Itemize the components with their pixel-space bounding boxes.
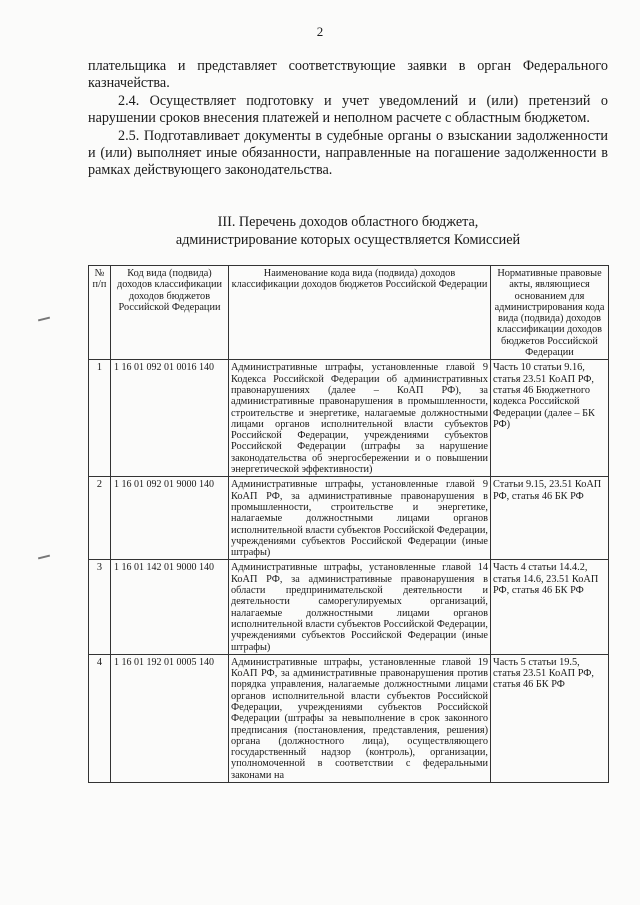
row-number: 1 (89, 360, 111, 477)
income-name: Административные штрафы, установленные главой 9 Кодекса Российской Федерации об административных правонарушениях (далее – КоАП РФ), за административные правонарушения в промышленности, строительстве и энергетике, налагаемые должностными лицами органов исполнительной власти субъектов Российской Федерации, учреждениями субъектов Российской Федерации (штрафы за нарушение законодательства об энергосбережении и о повышении энергетической эффективности) (229, 360, 491, 477)
legal-acts: Часть 4 статьи 14.4.2, статья 14.6, 23.51 КоАП РФ, статья 46 БК РФ (491, 560, 609, 654)
table-row (89, 560, 609, 654)
income-code: 1 16 01 092 01 9000 140 (111, 477, 229, 560)
paragraph-2-4: 2.4. Осуществляет подготовку и учет уведомлений и (или) претензий о нарушении сроков внесения платежей и неполном расчете с областным бюджетом. (88, 92, 608, 127)
income-code: 1 16 01 142 01 9000 140 (111, 560, 229, 654)
section-heading-line-2: администрирование которых осуществляется Комиссией (175, 232, 521, 248)
section-heading-line-1: III. Перечень доходов областного бюджета, (217, 214, 479, 230)
row-number: 2 (89, 477, 111, 560)
income-code: 1 16 01 092 01 0016 140 (111, 360, 229, 477)
income-code: 1 16 01 192 01 0005 140 (111, 654, 229, 782)
table-row (89, 477, 609, 560)
margin-mark (38, 317, 50, 322)
page-number: 2 (316, 24, 324, 39)
legal-acts: Часть 5 статьи 19.5, статья 23.51 КоАП РФ, статья 46 БК РФ (491, 654, 609, 782)
income-name: Административные штрафы, установленные главой 14 КоАП РФ, за административные правонарушения в области предпринимательской деятельности и деятельности саморегулируемых организаций, налагаемые должностными лицами органов исполнительной власти субъектов Российской Федерации, учреждениями субъектов Российской Федерации (иные штрафы) (229, 560, 491, 654)
table-header-row (89, 266, 609, 360)
income-name: Административные штрафы, установленные главой 9 КоАП РФ, за административные правонарушения в промышленности, строительстве и энергетике, налагаемые должностными лицами органов исполнительной власти субъектов Российской Федерации, учреждениями субъектов Российской Федерации (иные штрафы) (229, 477, 491, 560)
column-header-acts: Нормативные правовые акты, являющиеся основанием для администрирования кода вида (подвида) доходов классификации доходов бюджетов Российской Федерации (491, 266, 609, 360)
section-heading (88, 213, 608, 249)
paragraph-continuation: плательщика и представляет соответствующие заявки в орган Федерального казначейства. (88, 58, 608, 92)
row-number: 3 (89, 560, 111, 654)
income-table (88, 265, 609, 783)
margin-mark (38, 555, 50, 560)
body-text (88, 58, 608, 180)
column-header-number: № п/п (89, 266, 111, 360)
paragraph-2-5: 2.5. Подготавливает документы в судебные органы о взыскании задолженности и (или) выполняет иные обязанности, направленные на погашение задолженности в рамках действующего законодательства. (88, 127, 608, 179)
legal-acts: Статьи 9.15, 23.51 КоАП РФ, статья 46 БК РФ (491, 477, 609, 560)
legal-acts: Часть 10 статьи 9.16, статья 23.51 КоАП РФ, статья 46 Бюджетного кодекса Российской Федерации (далее – БК РФ) (491, 360, 609, 477)
income-name: Административные штрафы, установленные главой 19 КоАП РФ, за административные правонарушения против порядка управления, налагаемые должностными лицами органов исполнительной власти субъектов Российской Федерации, учреждениями субъектов Российской Федерации (штрафы за невыполнение в срок законного предписания (постановления, представления, решения) органа (должностного лица), осуществляющего государственный надзор (контроль), организации, уполномоченной в соответствии с федеральными законами на (229, 654, 491, 782)
column-header-name: Наименование кода вида (подвида) доходов классификации доходов бюджетов Российской Федерации (229, 266, 491, 360)
table-row (89, 654, 609, 782)
row-number: 4 (89, 654, 111, 782)
column-header-code: Код вида (подвида) доходов классификации доходов бюджетов Российской Федерации (111, 266, 229, 360)
table-row (89, 360, 609, 477)
